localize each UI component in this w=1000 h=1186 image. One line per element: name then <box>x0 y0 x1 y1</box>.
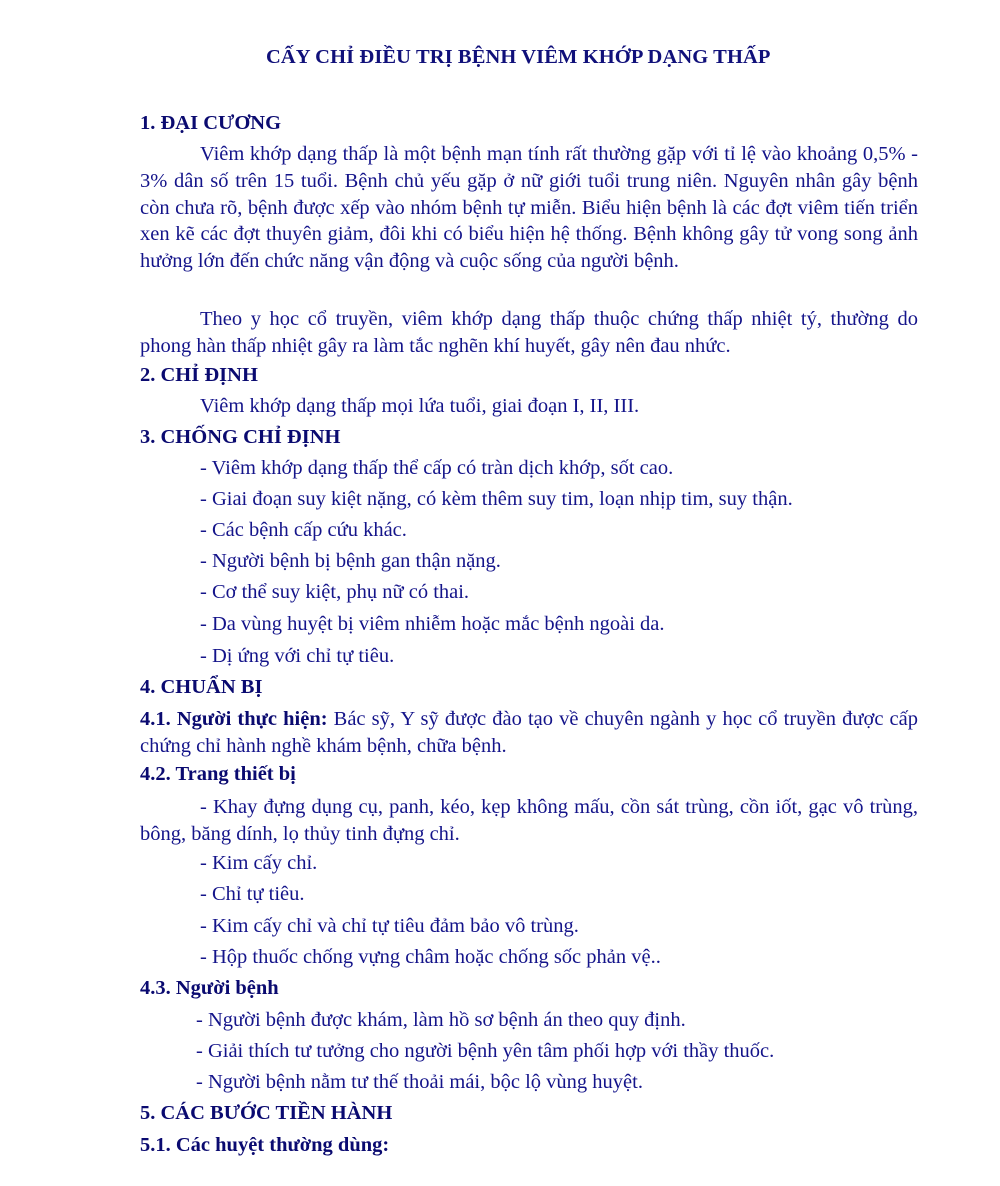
section-1-paragraph-2: Theo y học cổ truyền, viêm khớp dạng thấp thuộc chứng thấp nhiệt tý, thường do phong hàn thấp nhiệt gây ra làm tắc nghẽn khí huyết, gây nên đau nhức. <box>140 308 918 357</box>
equipment-item: - Kim cấy chỉ và chỉ tự tiêu đảm bảo vô trùng. <box>200 915 579 937</box>
section-4-1-label: 4.1. Người thực hiện: <box>140 708 328 730</box>
contraindication-item: - Các bệnh cấp cứu khác. <box>200 519 407 541</box>
section-4-2-heading: 4.2. Trang thiết bị <box>140 763 296 785</box>
equipment-item: - Kim cấy chỉ. <box>200 852 318 874</box>
section-2-heading: 2. CHỈ ĐỊNH <box>140 364 258 386</box>
patient-item: - Người bệnh nằm tư thế thoải mái, bộc lộ vùng huyệt. <box>196 1071 643 1093</box>
section-5-1-heading: 5.1. Các huyệt thường dùng: <box>140 1134 390 1156</box>
section-2-text: Viêm khớp dạng thấp mọi lứa tuổi, giai đoạn I, II, III. <box>200 395 640 417</box>
contraindication-item: - Viêm khớp dạng thấp thể cấp có tràn dịch khớp, sốt cao. <box>200 457 674 479</box>
contraindication-item: - Cơ thể suy kiệt, phụ nữ có thai. <box>200 581 470 603</box>
patient-item: - Giải thích tư tưởng cho người bệnh yên tâm phối hợp với thầy thuốc. <box>196 1040 775 1062</box>
patient-item: - Người bệnh được khám, làm hồ sơ bệnh án theo quy định. <box>196 1009 686 1031</box>
section-4-3-heading: 4.3. Người bệnh <box>140 977 279 999</box>
section-3-heading: 3. CHỐNG CHỈ ĐỊNH <box>140 426 341 448</box>
section-5-heading: 5. CÁC BƯỚC TIỀN HÀNH <box>140 1102 393 1124</box>
section-4-1-paragraph <box>140 706 918 760</box>
section-4-2-paragraph: - Khay đựng dụng cụ, panh, kéo, kẹp không mấu, cồn sát trùng, cồn iốt, gạc vô trùng, bông, băng dính, lọ thủy tinh đựng chỉ. <box>140 796 918 845</box>
contraindication-item: - Giai đoạn suy kiệt nặng, có kèm thêm suy tim, loạn nhịp tim, suy thận. <box>200 488 793 510</box>
section-4-heading: 4. CHUẨN BỊ <box>140 676 263 698</box>
contraindication-item: - Da vùng huyệt bị viêm nhiễm hoặc mắc bệnh ngoài da. <box>200 613 665 635</box>
section-1-heading: 1. ĐẠI CƯƠNG <box>140 112 282 134</box>
equipment-item: - Chỉ tự tiêu. <box>200 883 305 905</box>
section-4-1-text: Bác sỹ, Y sỹ được đào tạo về chuyên ngành y học cổ truyền được cấp chứng chỉ hành nghề khám bệnh, chữa bệnh. <box>140 708 918 757</box>
contraindication-item: - Dị ứng với chỉ tự tiêu. <box>200 645 395 667</box>
equipment-item: - Hộp thuốc chống vựng châm hoặc chống sốc phản vệ.. <box>200 946 661 968</box>
section-1-paragraph-1: Viêm khớp dạng thấp là một bệnh mạn tính rất thường gặp với tỉ lệ vào khoảng 0,5% - 3% dân số trên 15 tuổi. Bệnh chủ yếu gặp ở nữ giới tuổi trung niên. Nguyên nhân gây bệnh còn chưa rõ, bệnh được xếp vào nhóm bệnh tự miễn. Biểu hiện bệnh là các đợt viêm tiến triển xen kẽ các đợt thuyên giảm, đôi khi có biểu hiện hệ thống. Bệnh không gây tử vong song ảnh hưởng lớn đến chức năng vận động và cuộc sống của người bệnh. <box>140 143 918 273</box>
document-title: CẤY CHỈ ĐIỀU TRỊ BỆNH VIÊM KHỚP DẠNG THẤP <box>266 46 771 68</box>
contraindication-item: - Người bệnh bị bệnh gan thận nặng. <box>200 550 501 572</box>
